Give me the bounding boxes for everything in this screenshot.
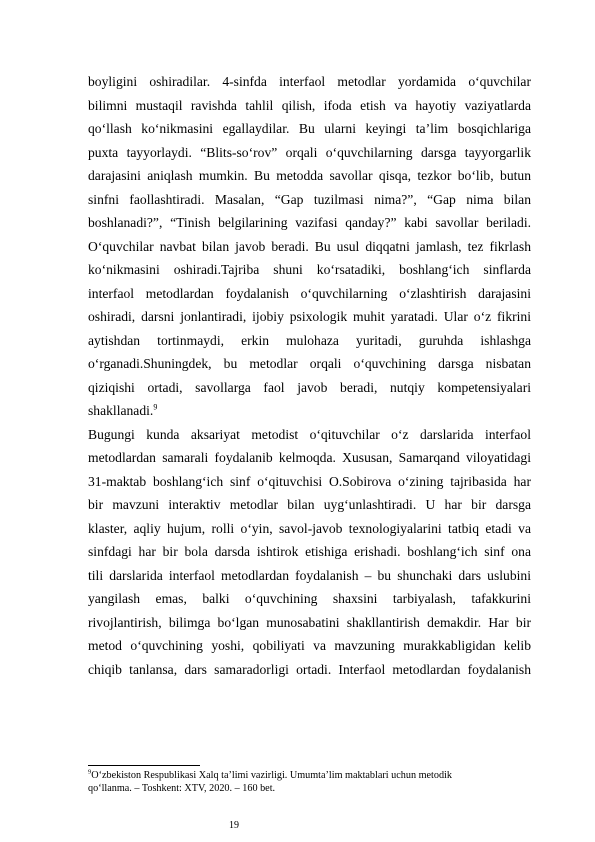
page-number: 19 bbox=[229, 820, 239, 831]
text-line: interfaol metodlardan foydalanish o‘quvchilarning o‘zlashtirish darajasini bbox=[88, 285, 531, 301]
text-line: sinfni faollashtiradi. Masalan, “Gap tuzilmasi nima?”, “Gap nima bilan bbox=[88, 191, 531, 207]
text-line: rivojlantirish, bilimga bo‘lgan munosabatini shakllantirish demakdir. Har bir bbox=[88, 614, 531, 630]
footnote-reference[interactable]: 9 bbox=[153, 402, 158, 412]
text-line: metod o‘quvchining yoshi, qobiliyati va mavzuning murakkabligidan kelib bbox=[88, 638, 531, 653]
paragraph-1-end-text: shakllanadi. bbox=[88, 403, 154, 418]
text-line: Bugungi kunda aksariyat metodist o‘qituvchilar o‘z darslarida interfaol bbox=[88, 426, 531, 442]
text-line: ko‘nikmasini oshiradi.Tajriba shuni ko‘rsatadiki, boshlang‘ich sinflarda bbox=[88, 262, 531, 277]
text-line: puxta tayyorlaydi. “Blits-so‘rov” orqali o‘quvchilarning darsga tayyorgarlik bbox=[88, 144, 531, 160]
text-line: bilimni mustaqil ravishda tahlil qilish, ifoda etish va hayotiy vaziyatlarda bbox=[88, 97, 531, 113]
text-line: yangilash emas, balki o‘quvchining shaxsini tarbiyalash, tafakkurini bbox=[88, 591, 531, 606]
text-line: O‘quvchilar navbat bilan javob beradi. Bu usul diqqatni jamlash, tez fikrlash bbox=[88, 238, 531, 254]
text-line: boshlanadi?”, “Tinish belgilarining vazifasi qanday?” kabi savollar beriladi. bbox=[88, 215, 531, 230]
paragraph-1 bbox=[88, 70, 531, 399]
paragraph-2 bbox=[88, 423, 531, 682]
footnote-text-1: O‘zbekiston Respublikasi Xalq ta’limi vazirligi. Umumta’lim maktablari uchun metodik bbox=[91, 770, 452, 781]
text-line: metodlardan samarali foydalanib kelmoqda. Xususan, Samarqand viloyatidagi bbox=[88, 450, 531, 465]
footnote-marker: 9 bbox=[88, 768, 92, 776]
body-text bbox=[88, 70, 531, 681]
footnote-line-1 bbox=[88, 770, 548, 783]
text-line: qo‘llash ko‘nikmasini egallaydilar. Bu ularni keyingi ta’lim bosqichlariga bbox=[88, 121, 531, 136]
footnote-separator bbox=[88, 765, 200, 766]
text-line: tili darslarida interfaol metodlardan foydalanish – bu shunchaki dars uslubini bbox=[88, 567, 531, 583]
footnote bbox=[88, 770, 548, 795]
text-line: chiqib tanlansa, dars samaradorligi ortadi. Interfaol metodlardan foydalanish bbox=[88, 661, 531, 677]
text-line: 31-maktab boshlang‘ich sinf o‘qituvchisi O.Sobirova o‘zining tajribasida har bbox=[88, 473, 531, 489]
text-line: bir mavzuni interaktiv metodlar bilan uyg‘unlashtiradi. U har bir darsga bbox=[88, 497, 531, 512]
text-line: oshiradi, darsni jonlantiradi, ijobiy psixologik muhit yaratadi. Ular o‘z fikrini bbox=[88, 309, 531, 324]
text-line: darajasini aniqlash mumkin. Bu metodda savollar qisqa, tezkor bo‘lib, butun bbox=[88, 168, 531, 183]
text-line: boyligini oshiradilar. 4-sinfda interfaol metodlar yordamida o‘quvchilar bbox=[88, 74, 531, 89]
text-line: sinfdagi har bir bola darsda ishtirok etishiga erishadi. boshlang‘ich sinf ona bbox=[88, 544, 531, 559]
text-line: o‘rganadi.Shuningdek, bu metodlar orqali o‘quvchining darsga nisbatan bbox=[88, 356, 531, 371]
paragraph-1-last-line bbox=[88, 399, 531, 423]
footnote-line-2: qo‘llanma. – Toshkent: XTV, 2020. – 160 bet. bbox=[88, 782, 276, 794]
text-line: aytishdan tortinmaydi, erkin mulohaza yuritadi, guruhda ishlashga bbox=[88, 332, 531, 348]
text-line: qiziqishi ortadi, savollarga faol javob beradi, nutqiy kompetensiyalari bbox=[88, 379, 531, 395]
text-line: klaster, aqliy hujum, rolli o‘yin, savol-javob texnologiyalarini tatbiq etadi va bbox=[88, 520, 531, 536]
